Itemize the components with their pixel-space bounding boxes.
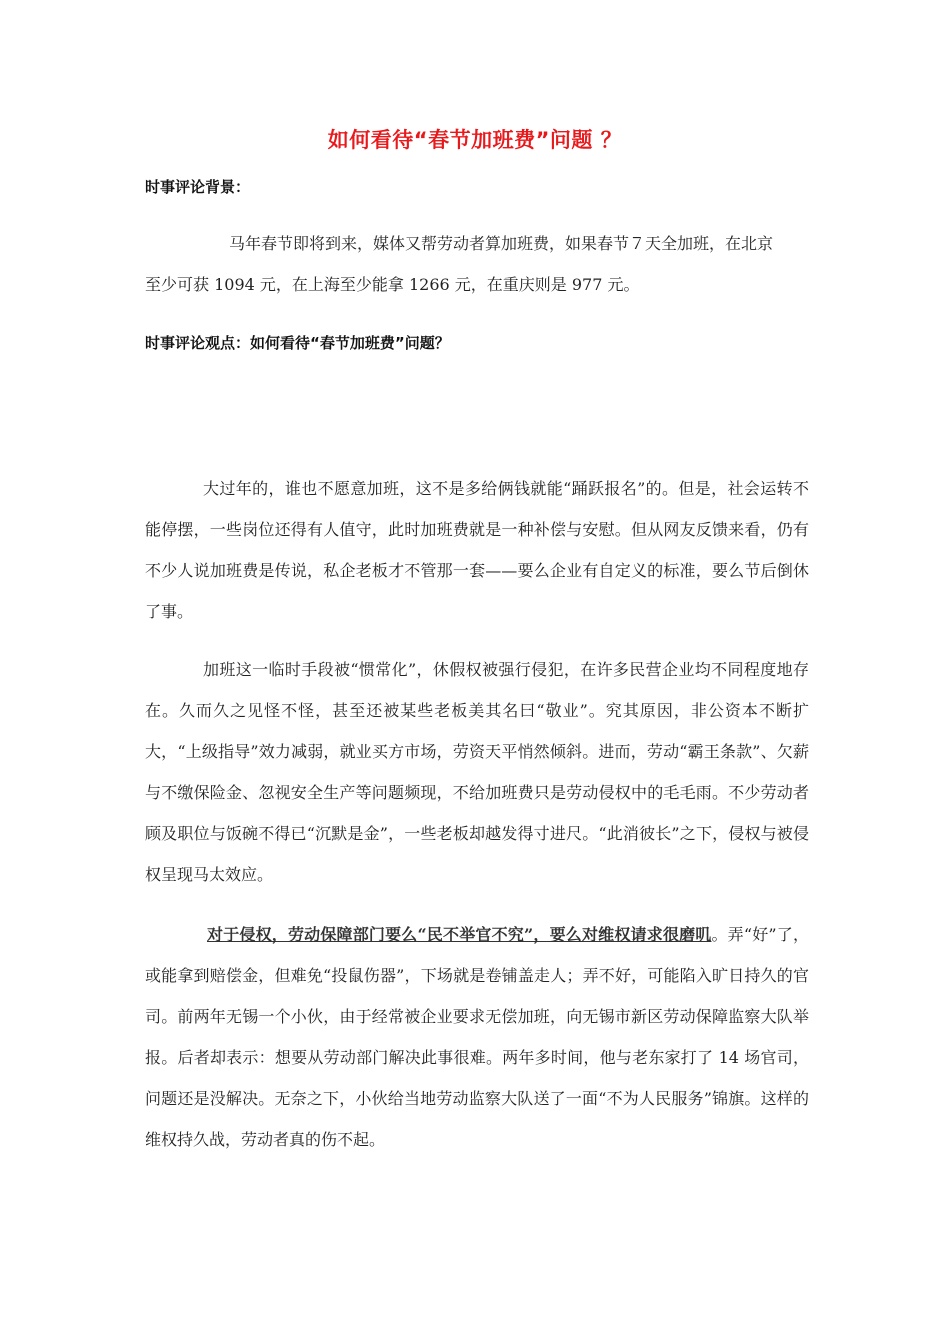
background-heading: 时事评论背景： bbox=[145, 178, 251, 196]
viewpoint-heading: 时事评论观点：如何看待“春节加班费”问题？ bbox=[145, 334, 450, 352]
background-line-1: 马年春节即将到来，媒体又帮劳动者算加班费，如果春节７天全加班，在北京 bbox=[229, 234, 774, 253]
document-title: 如何看待“春节加班费”问题 ？ bbox=[327, 128, 623, 152]
paragraph-3 bbox=[145, 914, 809, 1160]
background-line-2: 至少可获 1094 元，在上海至少能拿 1266 元，在重庆则是 977 元。 bbox=[145, 275, 640, 294]
paragraph-3-text: 。弄“好”了，或能拿到赔偿金，但难免“投鼠伤器”，下场就是卷铺盖走人；弄不好，可能陷入旷日持久的官司。前两年无锡一个小伙，由于经常被企业要求无偿加班，向无锡市新区劳动保障监察大队举报。后者却表示：想要从劳动部门解决此事很难。两年多时间，他与老东家打了 14 场官司，问题还是没解决。无奈之下，小伙给当地劳动监察大队送了一面“不为人民服务”锦旗。这样的维权持久战，劳动者真的伤不起。 bbox=[145, 925, 809, 1149]
paragraph-2: 加班这一临时手段被“惯常化”，休假权被强行侵犯，在许多民营企业均不同程度地存在。久而久之见怪不怪，甚至还被某些老板美其名曰“敬业”。究其原因，非公资本不断扩大，“上级指导”效力减弱，就业买方市场，劳资天平悄然倾斜。进而，劳动“霸王条款”、欠薪与不缴保险金、忽视安全生产等问题频现，不给加班费只是劳动侵权中的毛毛雨。不少劳动者顾及职位与饭碗不得已“沉默是金”，一些老板却越发得寸进尺。“此消彼长”之下，侵权与被侵权呈现马太效应。 bbox=[145, 660, 809, 884]
paragraph-3-emphasis: 对于侵权，劳动保障部门要么“民不举官不究”，要么对维权请求很磨叽 bbox=[207, 925, 712, 944]
paragraph-1: 大过年的，谁也不愿意加班，这不是多给俩钱就能“踊跃报名”的。但是，社会运转不能停摆，一些岗位还得有人值守，此时加班费就是一种补偿与安慰。但从网友反馈来看，仍有不少人说加班费是传说，私企老板才不管那一套——要么企业有自定义的标准，要么节后倒休了事。 bbox=[145, 479, 809, 621]
